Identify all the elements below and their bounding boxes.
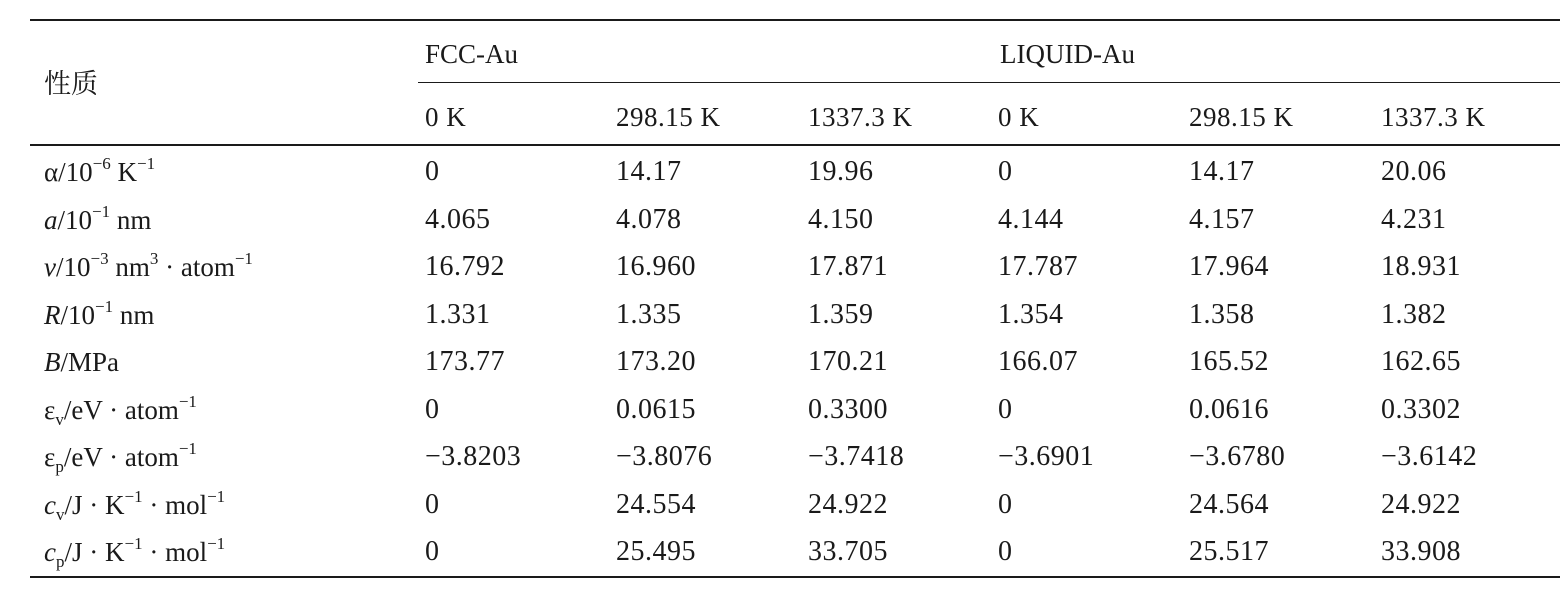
table-cell: 162.65 <box>1381 346 1461 377</box>
temp-header: 0 K <box>998 102 1040 132</box>
table-cell: 173.20 <box>616 346 696 377</box>
temp-header: 298.15 K <box>1189 102 1294 132</box>
table-cell: 25.495 <box>616 536 696 567</box>
table-cell: 24.564 <box>1189 488 1269 520</box>
table-cell: 4.078 <box>616 203 682 235</box>
table-cell: 17.871 <box>808 251 888 282</box>
table-cell: 0 <box>425 156 440 187</box>
table-cell: 4.144 <box>998 203 1064 235</box>
table-cell: 14.17 <box>1189 156 1255 187</box>
table-cell: −3.6142 <box>1381 441 1478 472</box>
row-label: $\alpha/10^{-6}$ $K^{-1}$ <box>44 154 156 187</box>
table-cell: 24.922 <box>808 488 888 520</box>
table-cell: 1.359 <box>808 298 874 330</box>
table-cell: 0 <box>425 488 440 520</box>
table-cell: 17.787 <box>998 251 1078 282</box>
table-top-rule <box>30 19 1560 21</box>
table-cell: −3.8076 <box>616 441 713 472</box>
table-bottom-rule <box>30 576 1560 578</box>
row-label: $v/10^{-3}$ $nm^3$ · atom$^{-1}$ <box>44 249 253 282</box>
table-cell: 0 <box>425 393 440 425</box>
table-cell: 18.931 <box>1381 251 1461 282</box>
table-cell: 1.382 <box>1381 298 1447 330</box>
table-cell: 0.3302 <box>1381 393 1461 425</box>
table-cell: 4.231 <box>1381 203 1447 235</box>
header-sub-rule <box>418 82 1560 83</box>
table-cell: 1.331 <box>425 298 491 330</box>
table-cell: 1.358 <box>1189 298 1255 330</box>
table-cell: −3.6780 <box>1189 441 1286 472</box>
temp-header: 0 K <box>425 102 467 132</box>
table-cell: 16.792 <box>425 251 505 282</box>
table-cell: 25.517 <box>1189 536 1269 567</box>
row-label: $c_v/J \cdot K^{-1} \cdot mol^{-1}$ <box>44 486 226 524</box>
temp-header: 298.15 K <box>616 102 721 132</box>
table-cell: 0.3300 <box>808 393 888 425</box>
table-cell: 0 <box>998 393 1013 425</box>
table-cell: 0 <box>998 536 1013 567</box>
row-label: $\varepsilon_p/eV$ · atom$^{-1}$ <box>44 439 197 476</box>
row-label: $c_p/J \cdot K^{-1} \cdot mol^{-1}$ <box>44 534 226 571</box>
table-cell: 4.065 <box>425 203 491 235</box>
table-cell: 19.96 <box>808 156 874 187</box>
table-cell: 4.157 <box>1189 203 1255 235</box>
table-cell: 24.554 <box>616 488 696 520</box>
row-label: B/MPa <box>44 347 120 377</box>
table-cell: 0 <box>998 488 1013 520</box>
row-label: $a/10^{-1}$ nm <box>44 201 152 235</box>
table-cell: 0 <box>998 156 1013 187</box>
property-header: 性质 <box>44 69 98 99</box>
table-cell: 170.21 <box>808 346 888 377</box>
table-cell: 20.06 <box>1381 156 1447 187</box>
table-cell: 4.150 <box>808 203 874 235</box>
table-cell: 17.964 <box>1189 251 1269 282</box>
group-header-fcc: FCC-Au <box>425 39 519 69</box>
table-cell: 0 <box>425 536 440 567</box>
row-label: $\varepsilon_v/eV$ · atom$^{-1}$ <box>44 391 197 429</box>
temp-header: 1337.3 K <box>1381 102 1486 132</box>
table-cell: 173.77 <box>425 346 505 377</box>
table-cell: 166.07 <box>998 346 1078 377</box>
table-cell: −3.8203 <box>425 441 522 472</box>
group-header-liquid: LIQUID-Au <box>1000 39 1135 69</box>
table-cell: 0.0616 <box>1189 393 1269 425</box>
temp-header: 1337.3 K <box>808 102 913 132</box>
table-cell: 0.0615 <box>616 393 696 425</box>
table-cell: 165.52 <box>1189 346 1269 377</box>
table-cell: 33.705 <box>808 536 888 567</box>
row-label: $R/10^{-1}$ nm <box>44 296 155 330</box>
table-cell: −3.6901 <box>998 441 1095 472</box>
table-cell: 1.354 <box>998 298 1064 330</box>
table-cell: 33.908 <box>1381 536 1461 567</box>
table-cell: 16.960 <box>616 251 696 282</box>
header-bottom-rule <box>30 144 1560 146</box>
table-cell: −3.7418 <box>808 441 905 472</box>
table-cell: 1.335 <box>616 298 682 330</box>
table-cell: 24.922 <box>1381 488 1461 520</box>
table-cell: 14.17 <box>616 156 682 187</box>
